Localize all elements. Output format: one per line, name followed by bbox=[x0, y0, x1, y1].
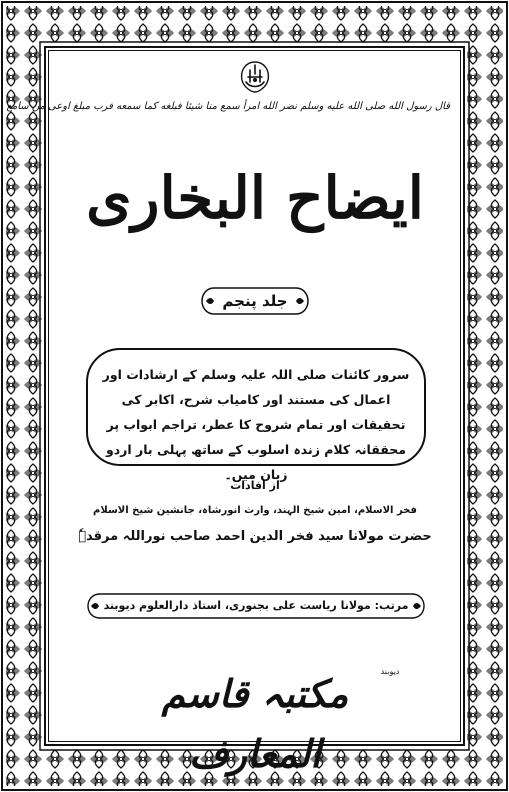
from-label: از افادات bbox=[230, 479, 280, 492]
volume-label: جلد پنجم bbox=[222, 292, 288, 310]
description-text: سرور کائنات صلی اللہ علیہ وسلم کے ارشادات اور اعمال کی مستند اور کامیاب شرح، اکابر کی تحقیقات اور تمام شروح کا عطر، تراجم ابواب پر محققانہ کلام زندہ اسلوب کے ساتھ پہلی بار اردو زبان میں۔ bbox=[102, 367, 410, 482]
compiler-line: مرتب: مولانا ریاست علی بجنوری، استاذ دارالعلوم دیوبند bbox=[103, 599, 409, 612]
publisher-city: دیوبند bbox=[380, 667, 400, 676]
publisher-name: مکتبہ قاسم المعارف bbox=[161, 671, 349, 776]
calligraphic-seal-icon bbox=[238, 60, 272, 94]
book-title: ايضاح البخارى bbox=[86, 164, 424, 232]
hadith-line: قال رسول الله صلى الله عليه وسلم نضر الله امرأ سمع منا شيئا فبلغه كما سمعه فرب مبلغ اوعى من سامع bbox=[6, 101, 450, 112]
author-honorifics: فخر الاسلام، امین شیخ الہند، وارث انورشاہ، جانشین شیخ الاسلام bbox=[93, 505, 417, 516]
author-name: حضرت مولانا سید فخر الدین احمد صاحب نوراللہ مرقدہٗ bbox=[78, 529, 432, 544]
